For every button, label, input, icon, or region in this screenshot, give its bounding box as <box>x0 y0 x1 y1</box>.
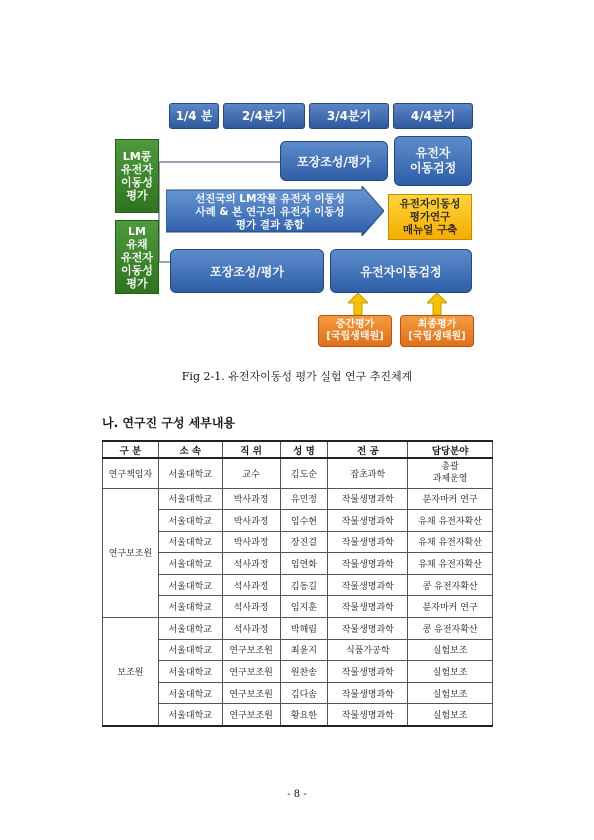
manual-line: 평가연구 <box>409 210 451 223</box>
table-cell: 서울대학교 <box>158 661 222 683</box>
duty-line: 과제운영 <box>432 474 468 485</box>
table-cell: 실험보조 <box>408 704 493 726</box>
table-cell: 황요한 <box>280 704 328 726</box>
table-cell: 작물생명과학 <box>328 682 408 704</box>
section-title: 나. 연구진 구성 세부내용 <box>102 416 236 430</box>
gene-flow-top-box <box>394 136 472 186</box>
table-cell: 유채 유전자확산 <box>408 531 493 553</box>
table-cell: 임수현 <box>280 510 328 532</box>
table-cell: 작물생명과학 <box>328 704 408 726</box>
lm-soy-label-box <box>115 139 159 213</box>
final-line: [국립생태원] <box>408 331 466 342</box>
lm-rape-line: LM <box>128 224 146 238</box>
table-cell: 서울대학교 <box>158 704 222 726</box>
lm-rape-line: 유전자 <box>121 250 153 264</box>
table-cell: 서울대학교 <box>158 682 222 704</box>
table-row <box>103 661 493 683</box>
lm-rape-line: 유채 <box>126 237 148 251</box>
quarter-4-label: 4/4분기 <box>393 103 473 129</box>
table-cell: 최윤지 <box>280 639 328 661</box>
lm-soy-line: LM콩 <box>122 150 152 163</box>
table-cell: 연구보조원 <box>222 682 280 704</box>
table-row <box>103 488 493 510</box>
group-cell: 연구보조원 <box>103 488 159 618</box>
field-eval-top-text: 포장조성/평가 <box>297 154 371 169</box>
table-cell: 서울대학교 <box>158 458 222 488</box>
table-cell: 김동길 <box>280 574 328 596</box>
quarter-2-label: 2/4분기 <box>223 103 305 129</box>
table-header-row <box>103 441 493 458</box>
table-cell: 김다솜 <box>280 682 328 704</box>
field-eval-bottom-text: 포장조성/평가 <box>210 264 284 279</box>
table-cell: 김도순 <box>280 458 328 488</box>
column-header: 구 분 <box>103 441 159 458</box>
lm-soy-line: 이동성 <box>121 176 153 189</box>
table-cell: 서울대학교 <box>158 639 222 661</box>
table-row <box>103 639 493 661</box>
table-cell: 연구보조원 <box>222 639 280 661</box>
lm-rape-line: 이동성 <box>121 263 153 277</box>
table-cell: 작물생명과학 <box>328 553 408 575</box>
table-cell: 잡초과학 <box>328 458 408 488</box>
quarter-1-label: 1/4 분기 <box>169 103 219 129</box>
final-eval-box <box>400 315 474 347</box>
table-cell: 서울대학교 <box>158 510 222 532</box>
table-cell: 교수 <box>222 458 280 488</box>
column-header: 소 속 <box>158 441 222 458</box>
up-arrow-icon <box>427 293 447 315</box>
table-cell: 연구보조원 <box>222 661 280 683</box>
table-row <box>103 704 493 726</box>
gene-flow-bottom-box <box>330 249 472 293</box>
table-cell: 서울대학교 <box>158 531 222 553</box>
table-cell: 콩 유전자확산 <box>408 574 493 596</box>
table-row <box>103 618 493 640</box>
field-eval-top-box <box>280 141 388 181</box>
table-cell: 작물생명과학 <box>328 574 408 596</box>
table-cell: 분자마커 연구 <box>408 488 493 510</box>
table-cell: 실험보조 <box>408 661 493 683</box>
column-header: 직 위 <box>222 441 280 458</box>
table-row <box>103 510 493 532</box>
table-cell: 박해림 <box>280 618 328 640</box>
table-cell: 유민정 <box>280 488 328 510</box>
gene-flow-bottom-text: 유전자이동검정 <box>360 264 442 279</box>
field-eval-bottom-box <box>170 249 324 293</box>
table-cell: 분자마커 연구 <box>408 596 493 618</box>
table-cell: 석사과정 <box>222 596 280 618</box>
synthesis-arrow-text <box>172 193 368 232</box>
table-cell: 서울대학교 <box>158 574 222 596</box>
table-cell: 박사과정 <box>222 531 280 553</box>
duty-line: 총괄 <box>441 462 459 473</box>
table-cell: 유채 유전자확산 <box>408 553 493 575</box>
arrow-text-line: 사례 & 본 연구의 유전자 이동성 <box>195 206 345 218</box>
table-row <box>103 531 493 553</box>
final-line: 최종평가 <box>417 319 457 330</box>
table-row <box>103 682 493 704</box>
table-row <box>103 458 493 488</box>
manual-line: 유전자이동성 <box>399 197 461 210</box>
table-cell: 실험보조 <box>408 682 493 704</box>
table-cell: 작물생명과학 <box>328 596 408 618</box>
table-cell: 장진걸 <box>280 531 328 553</box>
table-cell: 서울대학교 <box>158 596 222 618</box>
interim-eval-box <box>318 315 392 347</box>
table-cell: 콩 유전자확산 <box>408 618 493 640</box>
table-cell: 작물생명과학 <box>328 488 408 510</box>
table-cell: 작물생명과학 <box>328 510 408 532</box>
table-cell: 작물생명과학 <box>328 618 408 640</box>
table-cell: 서울대학교 <box>158 553 222 575</box>
connector-line <box>158 261 170 263</box>
table-cell: 석사과정 <box>222 618 280 640</box>
table-row <box>103 553 493 575</box>
table-cell: 원찬송 <box>280 661 328 683</box>
column-header: 전 공 <box>328 441 408 458</box>
gene-flow-top-line: 유전자 <box>415 146 451 160</box>
column-header: 담당분야 <box>408 441 493 458</box>
lm-soy-line: 유전자 <box>121 163 153 176</box>
up-arrow-icon <box>348 293 368 315</box>
table-cell: 식품가공학 <box>328 639 408 661</box>
table-cell: 석사과정 <box>222 574 280 596</box>
table-row <box>103 574 493 596</box>
table-cell: 서울대학교 <box>158 488 222 510</box>
lm-soy-line: 평가 <box>126 189 148 202</box>
table-cell: 유채 유전자확산 <box>408 510 493 532</box>
table-cell: 임연화 <box>280 553 328 575</box>
research-staff-table <box>102 440 493 727</box>
manual-box <box>388 194 472 240</box>
interim-line: 중간평가 <box>335 319 375 330</box>
lm-rape-label-box <box>115 220 159 294</box>
table-row <box>103 596 493 618</box>
manual-line: 매뉴얼 구축 <box>402 223 458 236</box>
group-cell: 연구책임자 <box>103 458 159 488</box>
arrow-text-line: 평가 결과 종합 <box>235 219 305 231</box>
research-framework-diagram <box>0 0 594 360</box>
table-cell: 박사과정 <box>222 488 280 510</box>
table-cell: 실험보조 <box>408 639 493 661</box>
table-cell: 임지훈 <box>280 596 328 618</box>
table-cell: 박사과정 <box>222 510 280 532</box>
page-number: - 8 - <box>287 789 307 800</box>
group-cell: 보조원 <box>103 618 159 726</box>
table-cell: 석사과정 <box>222 553 280 575</box>
table-cell: 작물생명과학 <box>328 531 408 553</box>
table-cell: 작물생명과학 <box>328 661 408 683</box>
gene-flow-top-line: 이동검정 <box>409 161 457 175</box>
arrow-text-line: 선진국의 LM작물 유전자 이동성 <box>195 193 345 205</box>
table-cell: 연구보조원 <box>222 704 280 726</box>
lm-rape-line: 평가 <box>126 276 148 290</box>
quarter-3-label: 3/4분기 <box>309 103 389 129</box>
interim-line: [국립생태원] <box>326 331 384 342</box>
figure-caption: Fig 2-1. 유전자이동성 평가 실험 연구 추진체계 <box>181 370 413 383</box>
connector-line <box>158 161 280 163</box>
column-header: 성 명 <box>280 441 328 458</box>
table-cell: 서울대학교 <box>158 618 222 640</box>
table-cell <box>408 458 493 488</box>
